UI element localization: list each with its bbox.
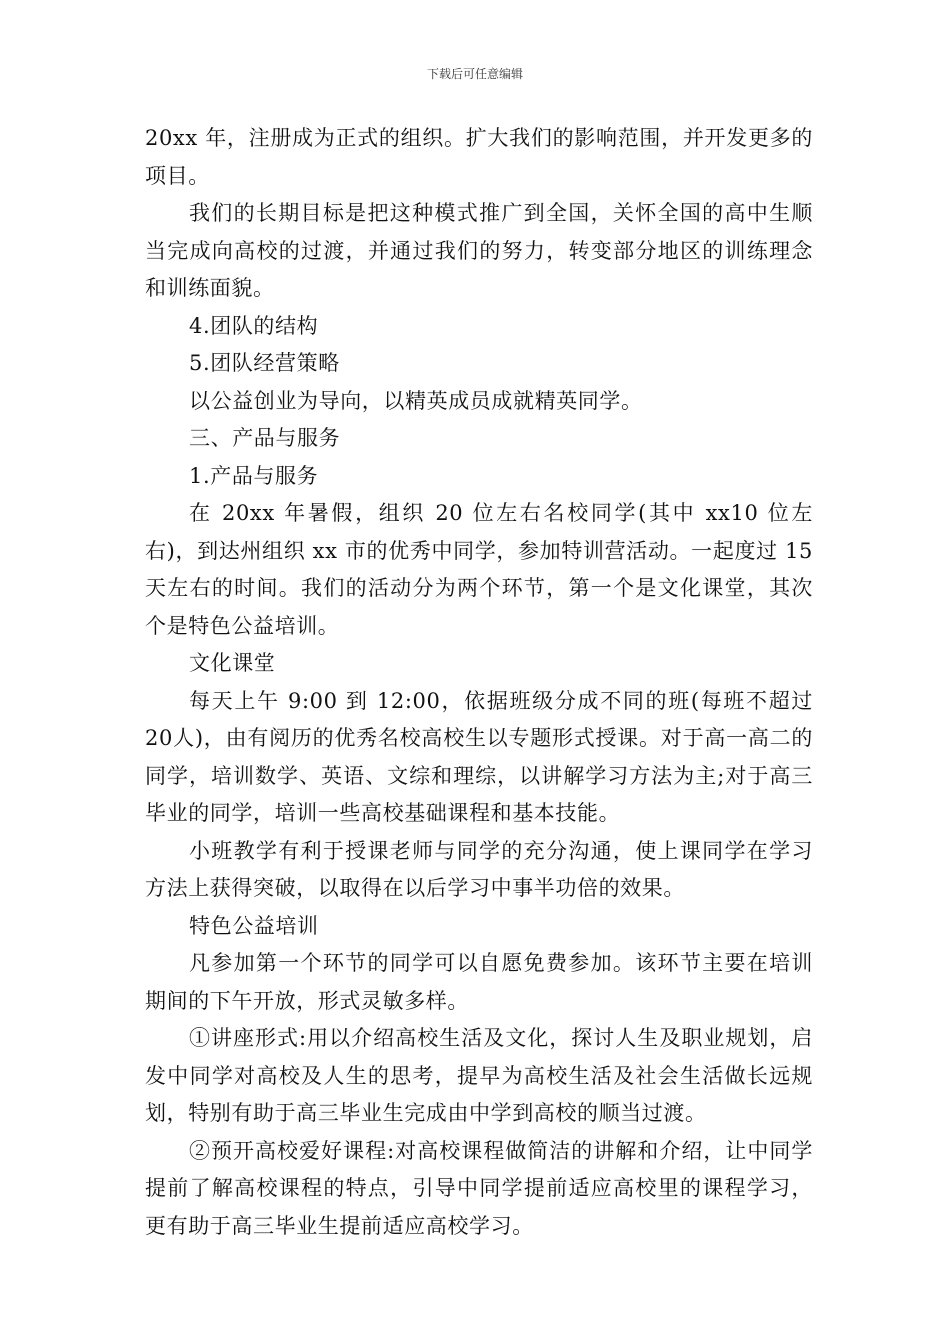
paragraph: 凡参加第一个环节的同学可以自愿免费参加。该环节主要在培训期间的下午开放，形式灵敏多样。: [145, 951, 813, 1013]
paragraph: 小班教学有利于授课老师与同学的充分沟通，使上课同学在学习方法上获得突破，以取得在以后学习中事半功倍的效果。: [145, 838, 813, 900]
document-body: [145, 120, 813, 1245]
paragraph: 我们的长期目标是把这种模式推广到全国，关怀全国的高中生顺当完成向高校的过渡，并通过我们的努力，转变部分地区的训练理念和训练面貌。: [145, 201, 813, 300]
paragraph: 每天上午 9:00 到 12:00，依据班级分成不同的班(每班不超过 20人)，由有阅历的优秀名校高校生以专题形式授课。对于高一高二的同学，培训数学、英语、文综和理综，以讲解学习方法为主;对于高三毕业的同学，培训一些高校基础课程和基本技能。: [145, 688, 813, 825]
section-heading: 三、产品与服务: [189, 426, 341, 450]
paragraph: ①讲座形式:用以介绍高校生活及文化，探讨人生及职业规划，启发中同学对高校及人生的思考，提早为高校生活及社会生活做长远规划，特别有助于高三毕业生完成由中学到高校的顺当过渡。: [145, 1026, 813, 1125]
section-heading: 文化课堂: [189, 651, 276, 675]
paragraph: 20xx 年，注册成为正式的组织。扩大我们的影响范围，并开发更多的项目。: [145, 126, 813, 188]
section-heading: 1.产品与服务: [189, 463, 319, 488]
section-heading: 5.团队经营策略: [189, 351, 340, 375]
paragraph: 在 20xx 年暑假，组织 20 位左右名校同学(其中 xx10 位左右)，到达州组织 xx 市的优秀中同学，参加特训营活动。一起度过 15 天左右的时间。我们的活动分为两个环节，第一个是文化课堂，其次个是特色公益培训。: [145, 501, 813, 638]
section-heading: 4.团队的结构: [189, 313, 319, 338]
paragraph: 以公益创业为导向，以精英成员成就精英同学。: [189, 388, 643, 413]
section-heading: 特色公益培训: [189, 913, 319, 938]
page-header-note: 下载后可任意编辑: [426, 67, 523, 81]
paragraph: ②预开高校爱好课程:对高校课程做简洁的讲解和介绍，让中同学提前了解高校课程的特点，引导中同学提前适应高校里的课程学习，更有助于高三毕业生提前适应高校学习。: [145, 1138, 813, 1238]
